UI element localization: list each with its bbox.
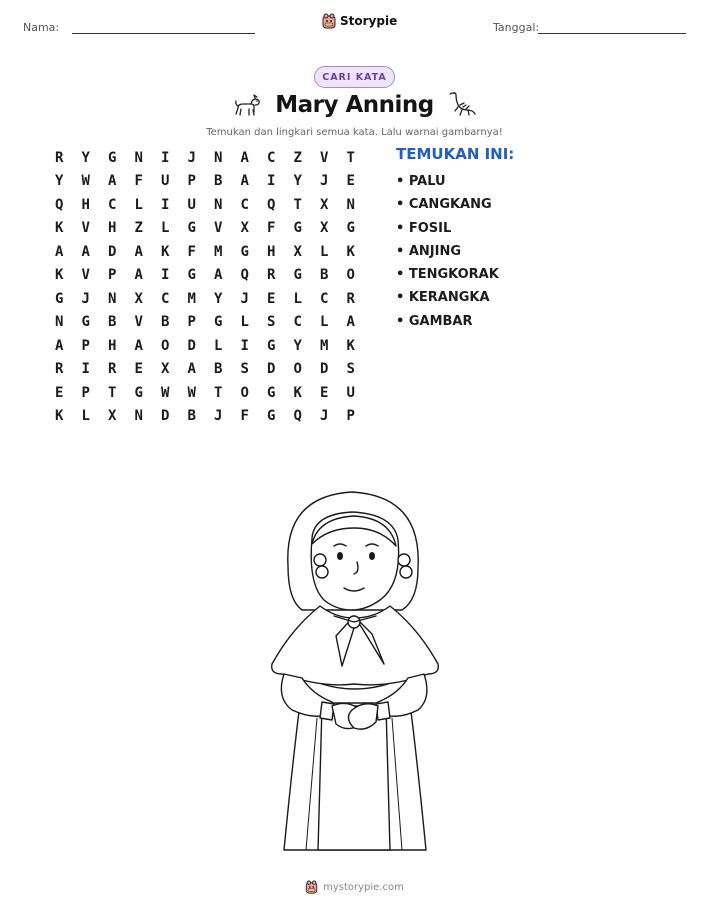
grid-letter: B xyxy=(187,408,196,425)
brand-name: Storypie xyxy=(340,14,398,28)
grid-letter: K xyxy=(161,243,170,260)
grid-letter: H xyxy=(267,243,276,260)
grid-letter: A xyxy=(81,243,90,260)
grid-letter: G xyxy=(187,267,196,284)
grid-letter: X xyxy=(240,220,249,237)
grid-letter: M xyxy=(320,337,329,354)
grid-letter: S xyxy=(267,314,276,331)
grid-letter: O xyxy=(346,267,355,284)
grid-letter: I xyxy=(240,337,249,354)
grid-letter: Q xyxy=(293,408,302,425)
grid-letter: R xyxy=(55,149,64,166)
grid-letter: L xyxy=(81,408,90,425)
grid-letter: A xyxy=(55,243,64,260)
grid-letter: C xyxy=(240,196,249,213)
grid-letter: D xyxy=(320,361,329,378)
activity-badge: CARI KATA xyxy=(314,66,395,88)
grid-letter: D xyxy=(187,337,196,354)
grid-letter: N xyxy=(346,196,355,213)
grid-letter: T xyxy=(214,384,223,401)
grid-letter: U xyxy=(161,173,170,190)
grid-letter: P xyxy=(108,267,117,284)
footer xyxy=(0,880,709,894)
grid-letter: D xyxy=(267,361,276,378)
grid-letter: F xyxy=(267,220,276,237)
grid-letter: O xyxy=(240,384,249,401)
grid-letter: Q xyxy=(55,196,64,213)
footer-url: mystorypie.com xyxy=(323,881,404,893)
grid-letter: F xyxy=(187,243,196,260)
grid-letter: L xyxy=(240,314,249,331)
grid-letter: A xyxy=(134,267,143,284)
grid-letter: B xyxy=(108,314,117,331)
grid-letter: W xyxy=(187,384,196,401)
grid-letter: K xyxy=(55,267,64,284)
grid-letter: O xyxy=(293,361,302,378)
grid-letter: E xyxy=(55,384,64,401)
grid-letter: O xyxy=(161,337,170,354)
grid-letter: N xyxy=(134,408,143,425)
date-line xyxy=(538,33,686,34)
grid-letter: R xyxy=(55,361,64,378)
grid-letter: C xyxy=(108,196,117,213)
grid-letter: X xyxy=(161,361,170,378)
grid-letter: V xyxy=(81,267,90,284)
date-label: Tanggal: xyxy=(493,21,540,34)
grid-letter: X xyxy=(320,196,329,213)
grid-letter: L xyxy=(320,243,329,260)
grid-letter: N xyxy=(214,196,223,213)
grid-letter: N xyxy=(214,149,223,166)
instructions: Temukan dan lingkari semua kata. Lalu warnai gambarnya! xyxy=(206,127,503,138)
grid-letter: K xyxy=(55,220,64,237)
grid-letter: E xyxy=(134,361,143,378)
grid-letter: T xyxy=(293,196,302,213)
grid-letter: G xyxy=(267,384,276,401)
brand xyxy=(322,13,397,29)
grid-letter: G xyxy=(346,220,355,237)
grid-letter: D xyxy=(161,408,170,425)
grid-letter: Q xyxy=(240,267,249,284)
grid-letter: L xyxy=(134,196,143,213)
grid-letter: T xyxy=(346,149,355,166)
grid-letter: A xyxy=(346,314,355,331)
grid-letter: V xyxy=(134,314,143,331)
name-label: Nama: xyxy=(23,21,60,34)
grid-letter: A xyxy=(187,361,196,378)
grid-letter: A xyxy=(134,337,143,354)
grid-letter: G xyxy=(293,267,302,284)
word-item: • ANJING xyxy=(396,243,461,259)
grid-letter: E xyxy=(267,290,276,307)
grid-letter: X xyxy=(134,290,143,307)
grid-letter: A xyxy=(240,173,249,190)
grid-letter: G xyxy=(108,149,117,166)
grid-letter: L xyxy=(214,337,223,354)
grid-letter: Y xyxy=(55,173,64,190)
grid-letter: K xyxy=(293,384,302,401)
grid-letter: E xyxy=(346,173,355,190)
grid-letter: T xyxy=(108,384,117,401)
grid-letter: U xyxy=(346,384,355,401)
word-item: • FOSIL xyxy=(396,220,452,236)
page-title: Mary Anning xyxy=(275,92,434,118)
grid-letter: G xyxy=(267,337,276,354)
grid-letter: N xyxy=(134,149,143,166)
grid-letter: Z xyxy=(134,220,143,237)
word-item: • GAMBAR xyxy=(396,313,473,329)
grid-letter: C xyxy=(293,314,302,331)
grid-letter: G xyxy=(81,314,90,331)
grid-letter: F xyxy=(134,173,143,190)
grid-letter: I xyxy=(81,361,90,378)
grid-letter: J xyxy=(320,408,329,425)
grid-letter: L xyxy=(293,290,302,307)
grid-letter: M xyxy=(187,290,196,307)
grid-letter: G xyxy=(240,243,249,260)
grid-letter: I xyxy=(161,149,170,166)
grid-letter: R xyxy=(346,290,355,307)
grid-letter: A xyxy=(55,337,64,354)
grid-letter: G xyxy=(214,314,223,331)
grid-letter: W xyxy=(81,173,90,190)
grid-letter: K xyxy=(346,243,355,260)
grid-letter: P xyxy=(81,337,90,354)
grid-letter: R xyxy=(267,267,276,284)
grid-letter: I xyxy=(161,267,170,284)
plesiosaur-outline-icon xyxy=(447,90,477,120)
grid-letter: C xyxy=(161,290,170,307)
grid-letter: A xyxy=(240,149,249,166)
grid-letter: U xyxy=(187,196,196,213)
grid-letter: G xyxy=(134,384,143,401)
grid-letter: G xyxy=(55,290,64,307)
grid-letter: X xyxy=(108,408,117,425)
grid-letter: N xyxy=(108,290,117,307)
word-search-grid xyxy=(46,146,368,428)
word-item: • CANGKANG xyxy=(396,197,492,213)
grid-letter: Q xyxy=(267,196,276,213)
grid-letter: B xyxy=(214,361,223,378)
grid-letter: E xyxy=(320,384,329,401)
grid-letter: V xyxy=(214,220,223,237)
grid-letter: K xyxy=(55,408,64,425)
word-list xyxy=(396,170,499,333)
grid-letter: S xyxy=(240,361,249,378)
word-item: • PALU xyxy=(396,174,446,189)
grid-letter: F xyxy=(240,408,249,425)
grid-letter: C xyxy=(267,149,276,166)
grid-letter: P xyxy=(187,173,196,190)
grid-letter: W xyxy=(161,384,170,401)
grid-letter: A xyxy=(108,173,117,190)
storypie-mascot-icon xyxy=(322,13,336,29)
grid-letter: L xyxy=(161,220,170,237)
grid-letter: V xyxy=(320,149,329,166)
grid-letter: X xyxy=(320,220,329,237)
grid-letter: J xyxy=(320,173,329,190)
grid-letter: M xyxy=(214,243,223,260)
grid-letter: A xyxy=(134,243,143,260)
grid-letter: C xyxy=(320,290,329,307)
grid-letter: Y xyxy=(214,290,223,307)
grid-letter: J xyxy=(214,408,223,425)
grid-letter: G xyxy=(293,220,302,237)
word-list-title: TEMUKAN INI: xyxy=(396,145,515,163)
name-line xyxy=(72,33,255,34)
grid-letter: N xyxy=(55,314,64,331)
mary-anning-coloring-illustration xyxy=(262,488,446,854)
storypie-mascot-icon xyxy=(305,880,318,894)
grid-letter: A xyxy=(214,267,223,284)
grid-letter: Z xyxy=(293,149,302,166)
grid-letter: J xyxy=(187,149,196,166)
grid-letter: H xyxy=(81,196,90,213)
grid-letter: I xyxy=(267,173,276,190)
word-item: • TENGKORAK xyxy=(396,267,499,283)
grid-letter: H xyxy=(108,337,117,354)
grid-letter: I xyxy=(161,196,170,213)
grid-letter: V xyxy=(81,220,90,237)
grid-letter: J xyxy=(240,290,249,307)
grid-letter: K xyxy=(346,337,355,354)
grid-letter: G xyxy=(267,408,276,425)
grid-letter: Y xyxy=(293,337,302,354)
grid-letter: Y xyxy=(293,173,302,190)
grid-letter: X xyxy=(293,243,302,260)
grid-letter: P xyxy=(187,314,196,331)
grid-letter: P xyxy=(346,408,355,425)
grid-letter: H xyxy=(108,220,117,237)
grid-letter: G xyxy=(187,220,196,237)
grid-letter: D xyxy=(108,243,117,260)
grid-letter: P xyxy=(81,384,90,401)
grid-letter: B xyxy=(161,314,170,331)
grid-letter: J xyxy=(81,290,90,307)
grid-letter: R xyxy=(108,361,117,378)
grid-letter: B xyxy=(214,173,223,190)
grid-letter: L xyxy=(320,314,329,331)
word-item: • KERANGKA xyxy=(396,290,490,306)
grid-letter: Y xyxy=(81,149,90,166)
grid-letter: B xyxy=(320,267,329,284)
grid-letter: S xyxy=(346,361,355,378)
